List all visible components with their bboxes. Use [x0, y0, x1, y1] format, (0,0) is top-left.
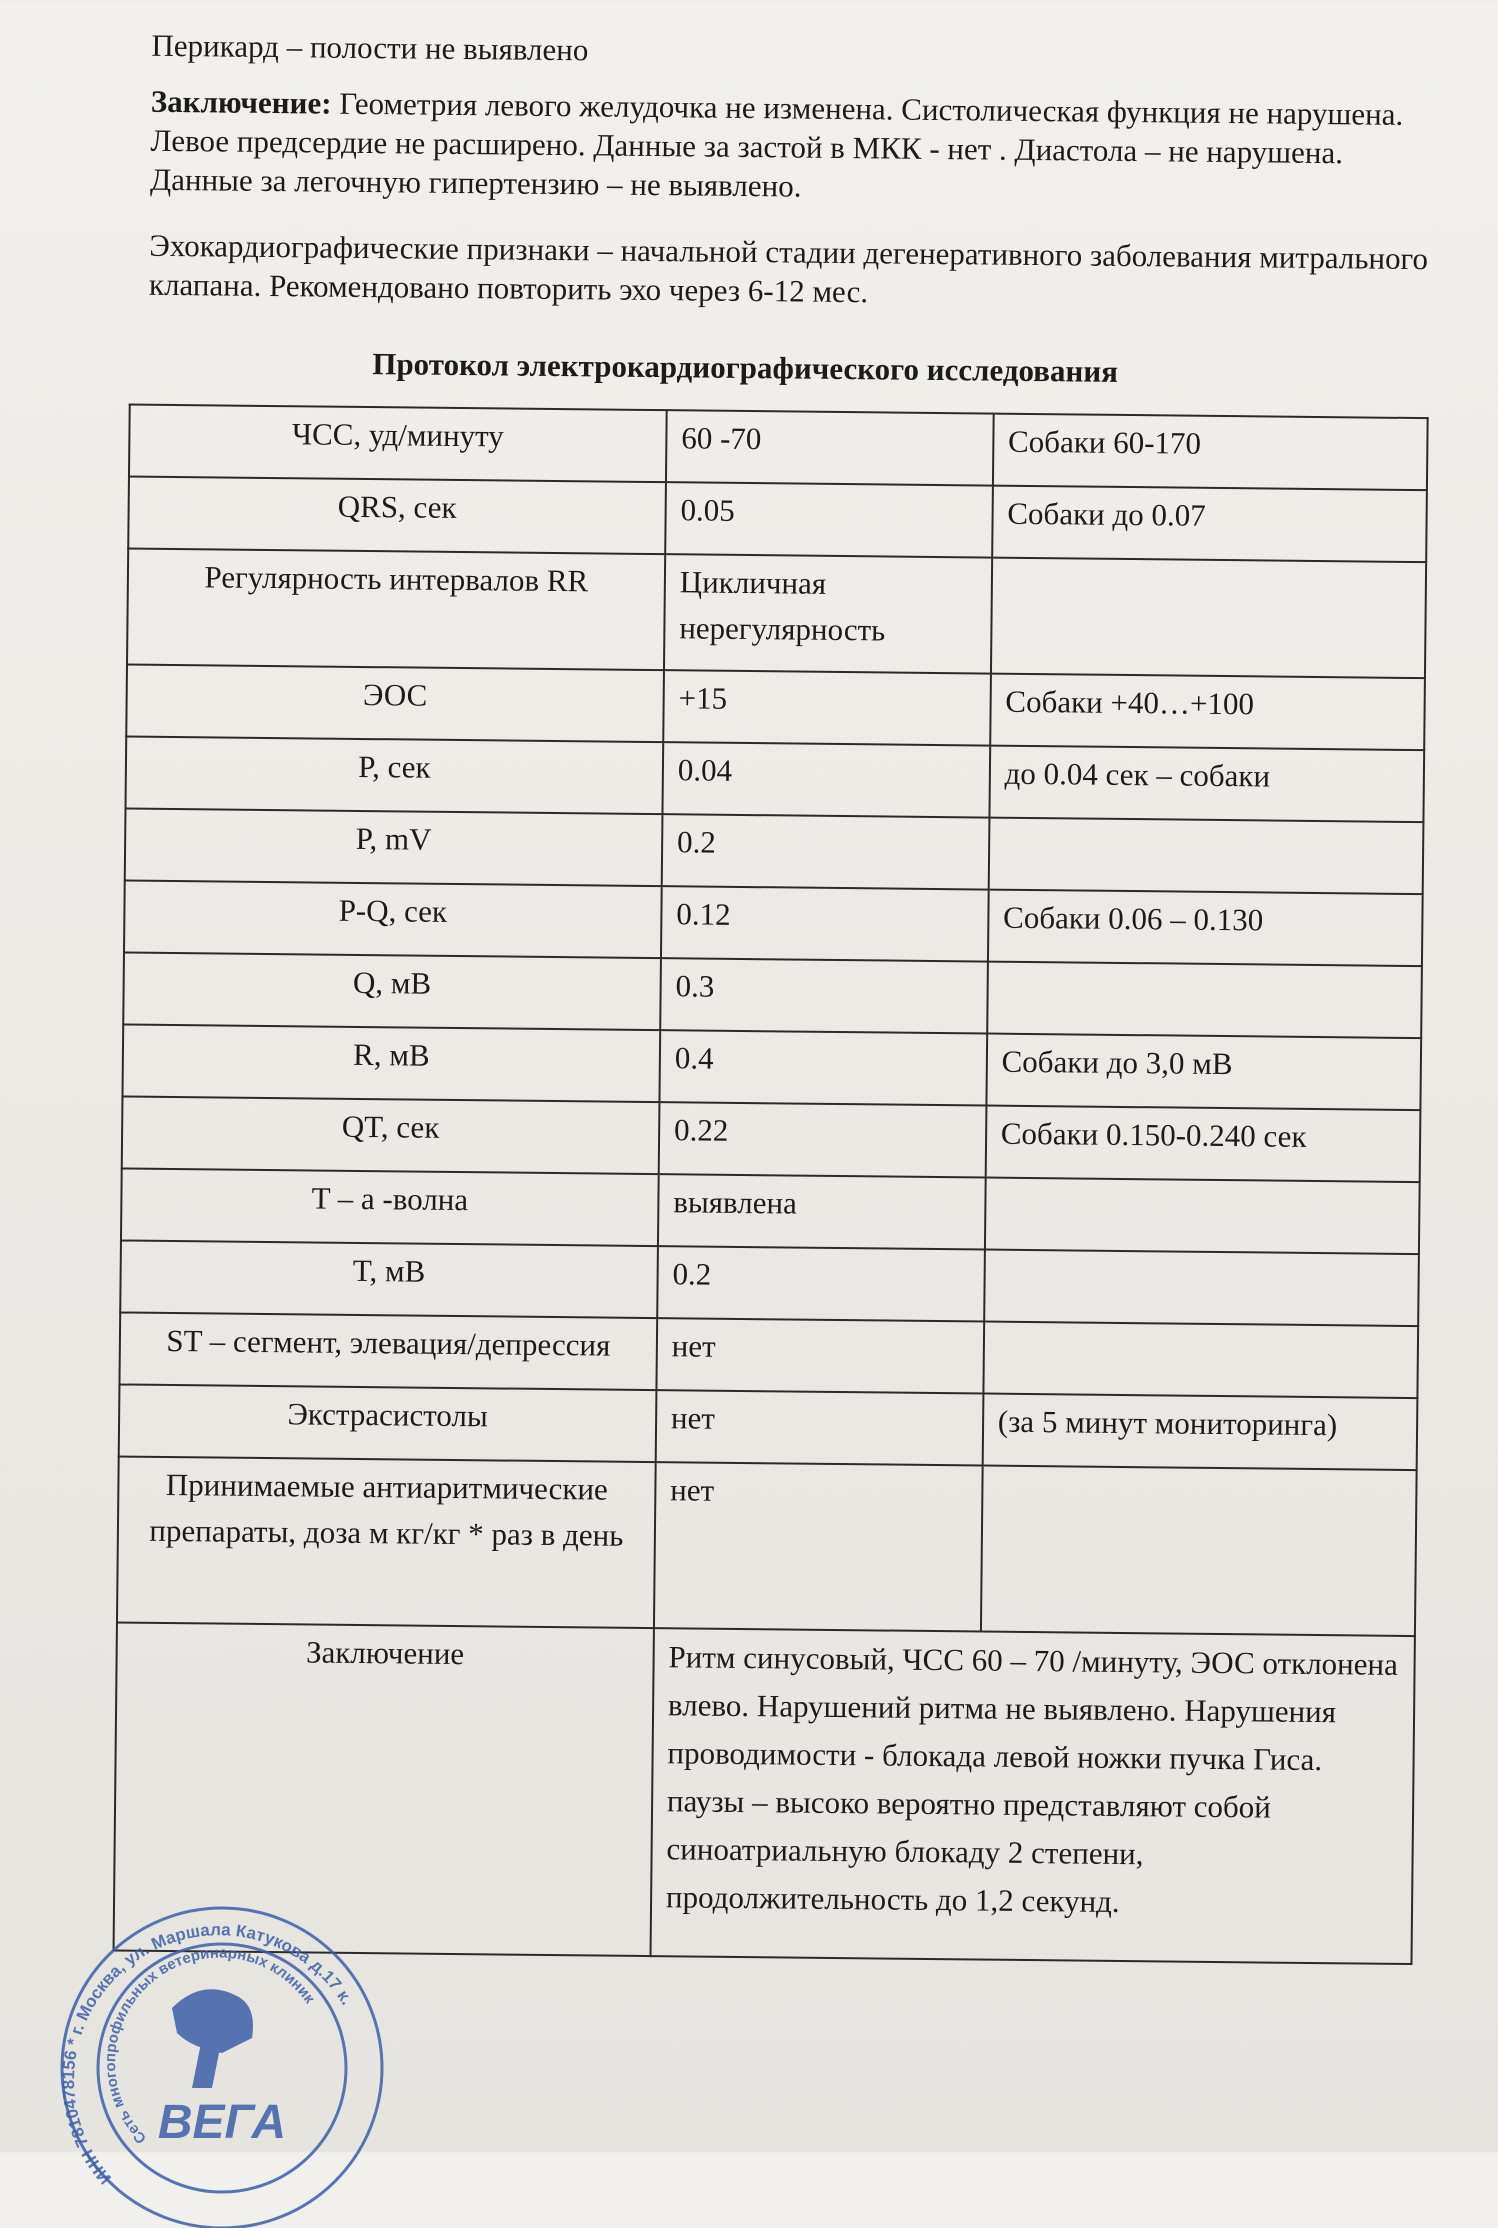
value-cell: 0.3 — [660, 958, 988, 1033]
norm-cell: Собаки до 0.07 — [992, 486, 1427, 563]
table-row — [127, 549, 1426, 679]
value-cell: Цикличная нерегулярность — [664, 554, 992, 673]
echo-conclusion-paragraph — [150, 82, 1451, 213]
value-cell: 60 -70 — [666, 410, 994, 485]
table-row — [123, 953, 1422, 1039]
value-cell: 0.4 — [659, 1030, 987, 1105]
norm-cell — [981, 1466, 1417, 1637]
table-row — [117, 1456, 1417, 1636]
param-cell: R, мВ — [122, 1025, 660, 1103]
param-cell: QRS, сек — [128, 477, 666, 555]
norm-cell: (за 5 минут мониторинга) — [982, 1394, 1417, 1471]
norm-cell — [987, 962, 1422, 1039]
table-row — [125, 737, 1424, 823]
norm-cell: Собаки 0.06 – 0.130 — [988, 890, 1423, 967]
norm-cell — [983, 1322, 1418, 1399]
param-cell: P, сек — [125, 737, 663, 815]
value-cell: выявлена — [658, 1174, 986, 1249]
table-row — [119, 1384, 1418, 1470]
param-cell: QT, сек — [122, 1096, 660, 1174]
table-row — [125, 809, 1424, 895]
value-cell: 0.12 — [661, 886, 989, 961]
value-cell: нет — [654, 1462, 983, 1631]
param-cell: Принимаемые антиаритмические препараты, доза м кг/кг * раз в день — [117, 1456, 656, 1628]
table-row — [119, 1312, 1418, 1398]
ecg-conclusion-label: Заключение — [114, 1622, 654, 1956]
norm-cell: Собаки +40…+100 — [990, 674, 1425, 751]
norm-cell — [984, 1250, 1419, 1327]
norm-cell — [991, 558, 1426, 679]
param-cell: Q, мВ — [123, 953, 661, 1031]
value-cell: +15 — [663, 670, 991, 745]
clinic-stamp — [52, 1888, 392, 2228]
value-cell: 0.04 — [662, 742, 990, 817]
param-cell: ST – сегмент, элевация/депрессия — [119, 1312, 657, 1390]
table-row — [122, 1025, 1421, 1111]
value-cell: 0.05 — [665, 482, 993, 557]
table-row — [128, 477, 1427, 563]
norm-cell: до 0.04 сек – собаки — [989, 746, 1424, 823]
table-row — [122, 1096, 1421, 1182]
norm-cell — [985, 1178, 1420, 1255]
echo-conclusion-label: Заключение: — [150, 83, 332, 121]
value-cell: нет — [656, 1318, 984, 1393]
table-row — [120, 1240, 1419, 1326]
norm-cell: Собаки 60-170 — [993, 414, 1428, 491]
param-cell: P-Q, сек — [124, 881, 662, 959]
ecg-conclusion-text: Ритм синусовый, ЧСС 60 – 70 /минуту, ЭОС отклонена влево. Нарушений ритма не выявлено. Нарушения проводимости - блокада левой ножки пучка Гиса. паузы – высоко вероятно представляют собой синоатриальную блокаду 2 степени, продолжительность до 1,2 секунд. — [650, 1628, 1415, 1964]
norm-cell: Собаки 0.150-0.240 сек — [985, 1106, 1420, 1183]
param-cell: ЧСС, уд/минуту — [129, 405, 667, 483]
stamp-logo-text: ВЕГА — [157, 2096, 287, 2149]
norm-cell: Собаки до 3,0 мВ — [986, 1034, 1421, 1111]
pericardium-line: Перикард – полости не выявлено — [151, 27, 589, 68]
stamp-inner-text: Сеть многопрофильных ветеринарных клиник — [101, 1944, 319, 2148]
echo-signs-paragraph: Эхокардиографические признаки – начальной стадии дегенеративного заболевания митрального клапана. Рекомендовано повторить эхо через 6-12 мес. — [148, 227, 1429, 310]
stamp-outer-text: ИНН 7810478156 * г. Москва, ул. Маршала Катукова д.17 к. — [58, 1920, 357, 2188]
table-row — [121, 1168, 1420, 1254]
param-cell: P, mV — [125, 809, 663, 887]
value-cell: 0.2 — [662, 814, 990, 889]
param-cell: ЭОС — [126, 665, 664, 743]
param-cell: Регулярность интервалов RR — [127, 549, 665, 671]
value-cell: 0.2 — [657, 1246, 985, 1321]
table-row — [126, 665, 1425, 751]
param-cell: T, мВ — [120, 1240, 658, 1318]
table-row — [124, 881, 1423, 967]
stamp-logo-icon — [172, 1989, 253, 2088]
param-cell: T – а -волна — [121, 1168, 659, 1246]
table-row — [129, 405, 1428, 491]
protocol-title: Протокол электрокардиографического исследования — [372, 346, 1119, 389]
param-cell: Экстрасистолы — [119, 1384, 657, 1462]
echo-conclusion-text: Геометрия левого желудочка не изменена. Систолическая функция не нарушена. Левое предсердие не расширено. Данные за застой в МКК - нет . Диастола – не нарушена. Данные за легочную гипертензию – не выявлено. — [149, 85, 1404, 204]
ecg-table — [113, 404, 1429, 1966]
value-cell: 0.22 — [659, 1102, 987, 1177]
norm-cell — [988, 818, 1423, 895]
value-cell: нет — [656, 1390, 984, 1465]
